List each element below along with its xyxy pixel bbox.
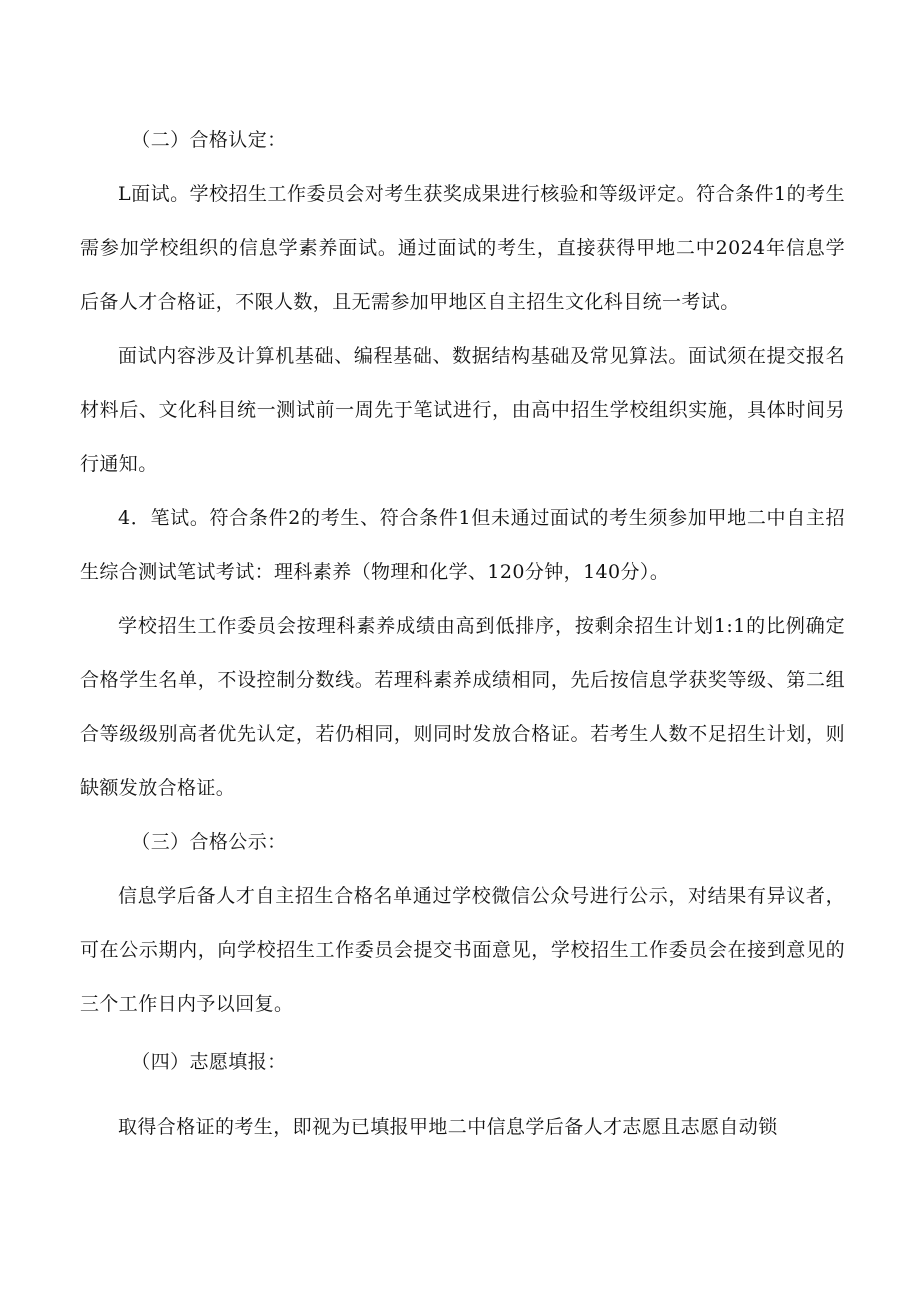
paragraph-publicity: 信息学后备人才自主招生合格名单通过学校微信公众号进行公示，对结果有异议者，可在公示期内，向学校招生工作委员会提交书面意见，学校招生工作委员会在接到意见的三个工作日内予以回复。	[80, 885, 845, 1015]
section-heading-qualification: （二）合格认定：	[131, 129, 287, 151]
paragraph-written-exam: 4．笔试。符合条件2的考生、符合条件1但未通过面试的考生须参加甲地二中自主招生综合测试笔试考试：理科素养（物理和化学、120分钟，140分）。	[80, 507, 845, 583]
section-heading-publicity: （三）合格公示：	[131, 831, 287, 853]
paragraph-interview-content: 面试内容涉及计算机基础、编程基础、数据结构基础及常见算法。面试须在提交报名材料后、文化科目统一测试前一周先于笔试进行，由高中招生学校组织实施，具体时间另行通知。	[80, 345, 845, 475]
paragraph-ranking-rules: 学校招生工作委员会按理科素养成绩由高到低排序，按剩余招生计划1:1的比例确定合格学生名单，不设控制分数线。若理科素养成绩相同，先后按信息学获奖等级、第二组合等级级别高者优先认定，若仍相同，则同时发放合格证。若考生人数不足招生计划，则缺额发放合格证。	[80, 615, 845, 799]
paragraph-interview: L面试。学校招生工作委员会对考生获奖成果进行核验和等级评定。符合条件1的考生需参加学校组织的信息学素养面试。通过面试的考生，直接获得甲地二中2024年信息学后备人才合格证，不限人数，且无需参加甲地区自主招生文化科目统一考试。	[80, 183, 845, 313]
paragraph-application: 取得合格证的考生，即视为已填报甲地二中信息学后备人才志愿且志愿自动锁	[118, 1116, 778, 1138]
section-heading-application: （四）志愿填报：	[131, 1051, 287, 1073]
